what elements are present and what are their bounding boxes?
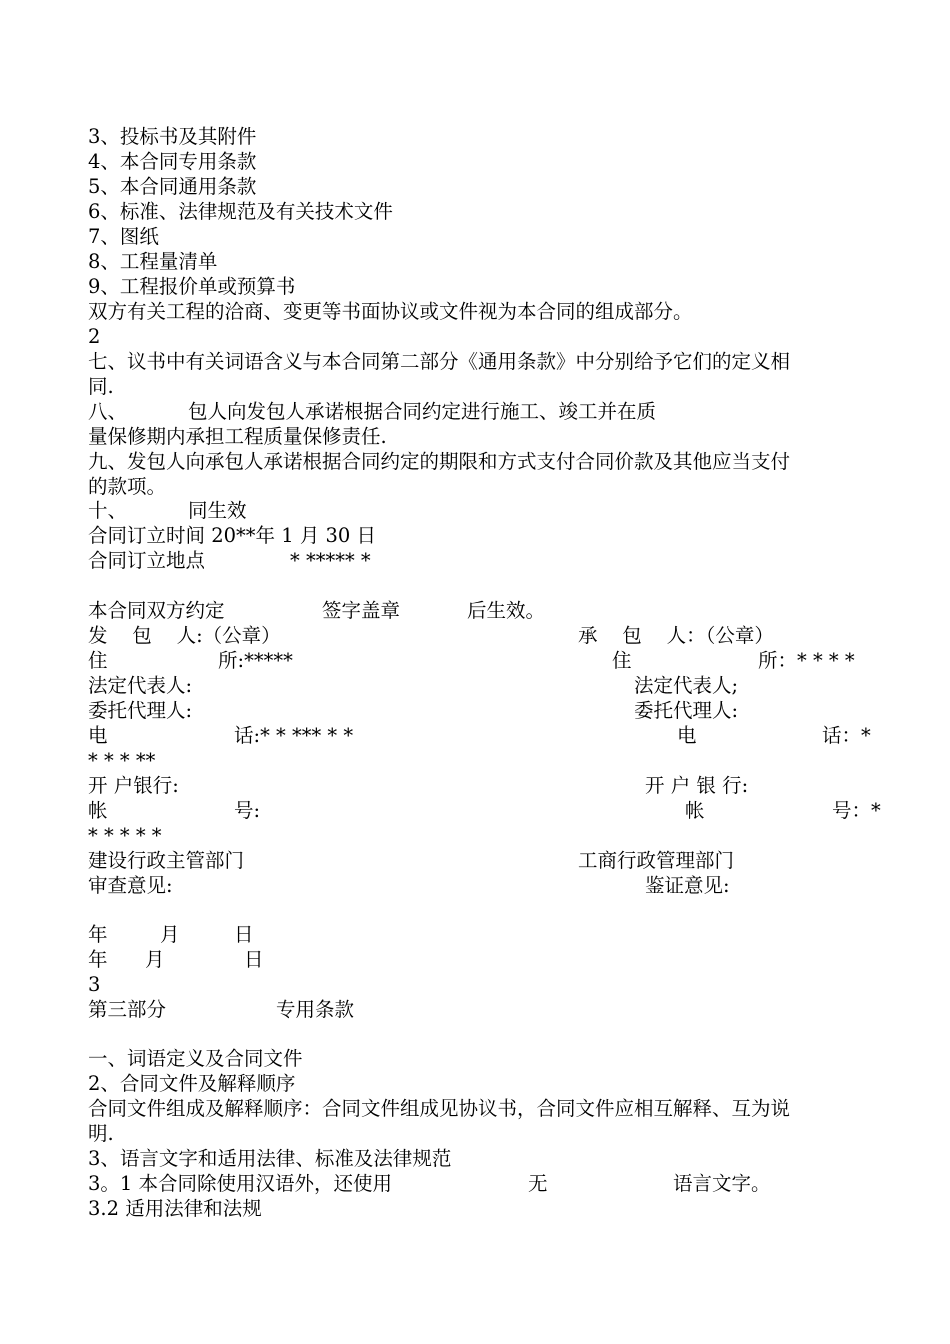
date-day: 日 <box>244 948 264 971</box>
section-heading: 3、语言文字和适用法律、标准及法律规范 <box>88 1147 452 1170</box>
effect-clause-part-1: 本合同双方约定 <box>88 599 225 622</box>
clause-3-1: 3。1 本合同除使用汉语外，还使用 <box>88 1172 393 1195</box>
list-item: 7、图纸 <box>88 225 159 248</box>
construction-authority: 建设行政主管部门 <box>88 849 245 872</box>
clause-9-line-2: 的款项。 <box>88 475 167 498</box>
page-number: 2 <box>88 325 101 348</box>
employer-account-label: 帐 <box>88 799 108 822</box>
employer-account-value: 号: <box>234 799 261 822</box>
list-item: 3、投标书及其附件 <box>88 125 257 148</box>
part-heading-title: 专用条款 <box>276 998 355 1021</box>
contractor-phone-continued: * * * ** <box>88 749 156 772</box>
page-number: 3 <box>88 973 101 996</box>
contractor-account-continued: * * * * * <box>88 824 162 847</box>
clause-3-1-language: 无 <box>528 1172 548 1195</box>
verification-opinion: 鉴证意见: <box>645 874 730 897</box>
clause-8-text: 包人向发包人承诺根据合同约定进行施工、竣工并在质 <box>188 400 657 423</box>
clause-7-line-2: 同. <box>88 375 114 398</box>
paragraph: 合同文件组成及解释顺序：合同文件组成见协议书，合同文件应相互解释、互为说 <box>88 1097 791 1120</box>
clause-9-line-1: 九、发包人向承包人承诺根据合同约定的期限和方式支付合同价款及其他应当支付 <box>88 450 791 473</box>
list-item: 9、工程报价单或预算书 <box>88 275 296 298</box>
date-month: 月 <box>145 948 165 971</box>
employer-agent: 委托代理人: <box>88 699 193 722</box>
employer-phone-value: 话:* * *** * * <box>234 724 354 747</box>
employer-legal-rep: 法定代表人: <box>88 674 193 697</box>
list-item: 4、本合同专用条款 <box>88 150 257 173</box>
employer-label: 发 包 人:（公章） <box>88 624 281 647</box>
date-year: 年 <box>88 923 108 946</box>
contractor-phone-value: 话：* <box>822 724 871 747</box>
paragraph: 明. <box>88 1122 114 1145</box>
clause-10-text: 同生效 <box>188 499 247 522</box>
employer-address-label: 住 <box>88 649 108 672</box>
sign-place-label: 合同订立地点 <box>88 549 206 572</box>
contractor-address-value: 所：* * * * <box>758 649 855 672</box>
clause-7-line-1: 七、议书中有关词语含义与本合同第二部分《通用条款》中分别给予它们的定义相 <box>88 350 791 373</box>
date-year: 年 <box>88 948 108 971</box>
effect-clause-part-2: 签字盖章 <box>322 599 401 622</box>
section-heading: 2、合同文件及解释顺序 <box>88 1072 296 1095</box>
clause-3-2: 3.2 适用法律和法规 <box>88 1197 262 1220</box>
date-day: 日 <box>234 923 254 946</box>
clause-8-line-2: 量保修期内承担工程质量保修责任. <box>88 425 387 448</box>
date-month: 月 <box>160 923 180 946</box>
clause-3-1-suffix: 语言文字。 <box>673 1172 771 1195</box>
contractor-account-label: 帐 <box>685 799 705 822</box>
employer-phone-label: 电 <box>88 724 108 747</box>
commerce-authority: 工商行政管理部门 <box>578 849 735 872</box>
employer-bank: 开 户银行: <box>88 774 179 797</box>
clause-8-number: 八、 <box>88 400 128 423</box>
effect-clause-part-3: 后生效。 <box>467 599 546 622</box>
contractor-account-value: 号：* <box>832 799 881 822</box>
sign-place-value: * ***** * <box>290 549 371 572</box>
contractor-phone-label: 电 <box>677 724 697 747</box>
part-heading: 第三部分 <box>88 998 167 1021</box>
contractor-legal-rep: 法定代表人; <box>634 674 739 697</box>
list-item: 8、工程量清单 <box>88 250 218 273</box>
employer-address-value: 所:***** <box>218 649 293 672</box>
clause-10-number: 十、 <box>88 499 128 522</box>
sign-time: 合同订立时间 20**年 1 月 30 日 <box>88 524 377 547</box>
review-opinion: 审查意见: <box>88 874 173 897</box>
contractor-agent: 委托代理人: <box>634 699 739 722</box>
paragraph: 双方有关工程的洽商、变更等书面协议或文件视为本合同的组成部分。 <box>88 300 693 323</box>
section-heading: 一、词语定义及合同文件 <box>88 1047 303 1070</box>
contractor-bank: 开 户 银 行: <box>645 774 749 797</box>
contractor-address-label: 住 <box>612 649 632 672</box>
list-item: 5、本合同通用条款 <box>88 175 257 198</box>
contractor-label: 承 包 人：（公章） <box>578 624 774 647</box>
list-item: 6、标准、法律规范及有关技术文件 <box>88 200 393 223</box>
